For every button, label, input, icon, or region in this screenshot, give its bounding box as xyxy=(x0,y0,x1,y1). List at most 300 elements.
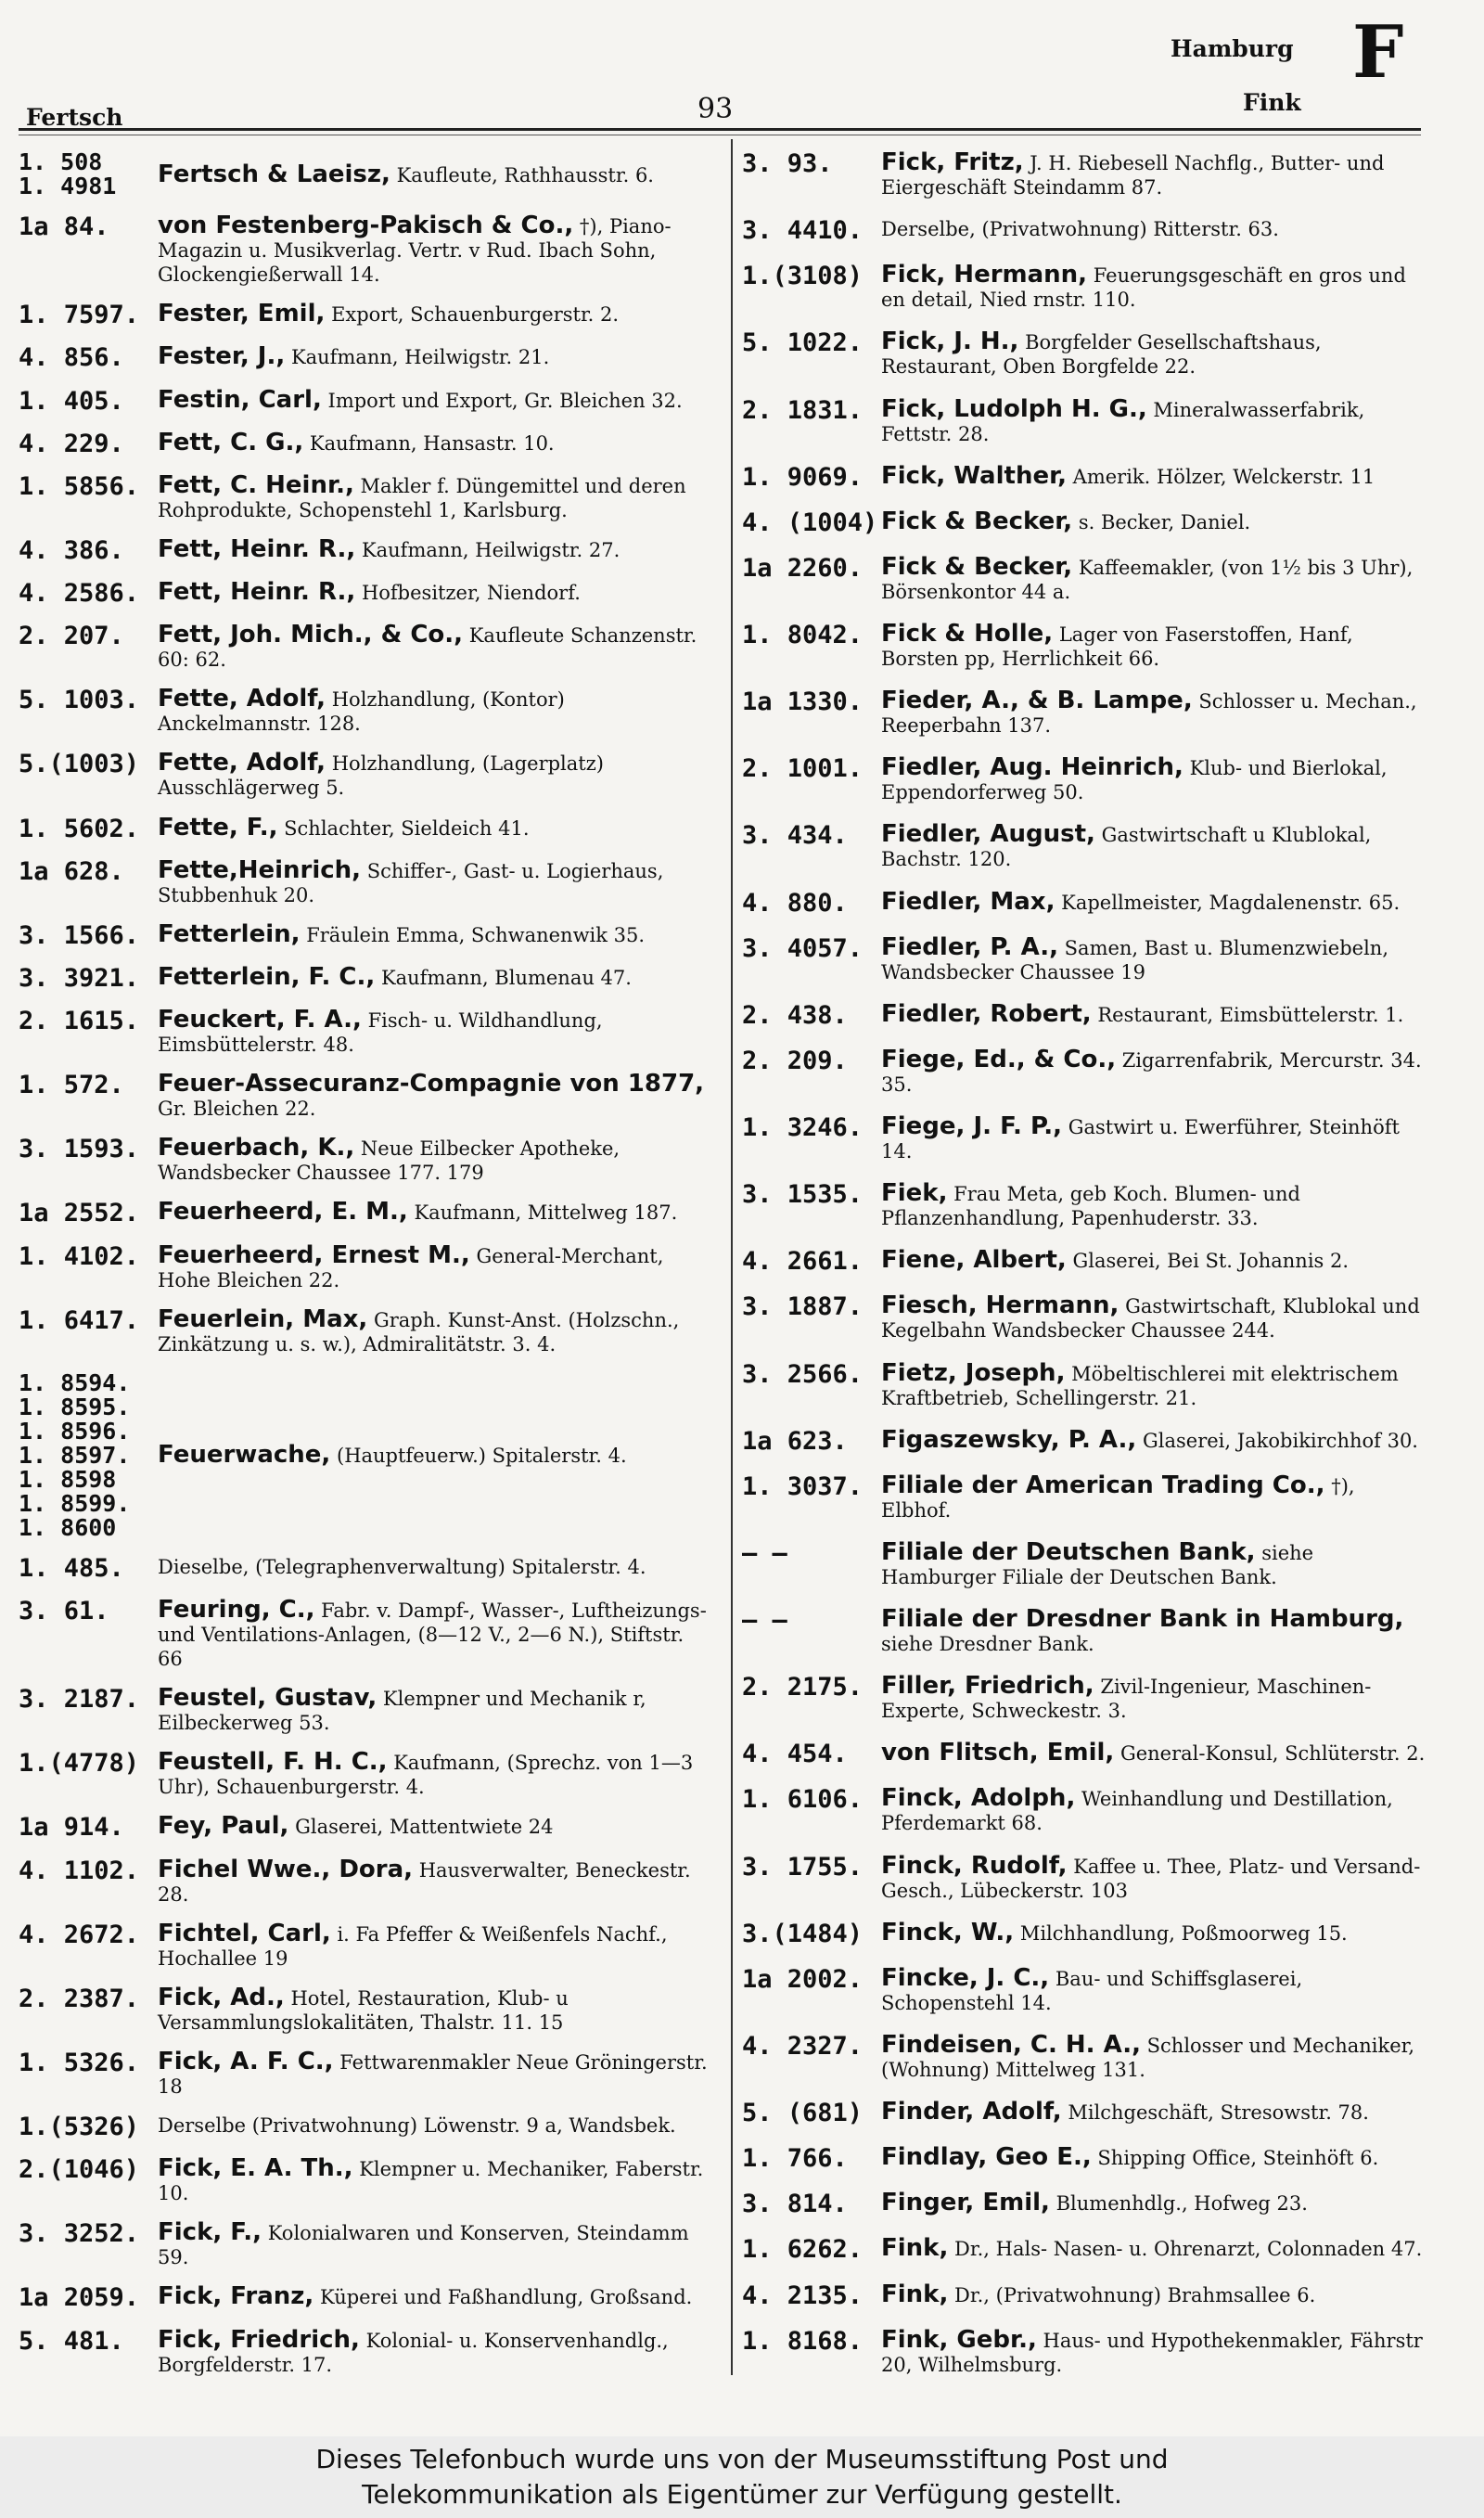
directory-entry xyxy=(742,1607,1428,1656)
entry-details: Schlosser und Mechaniker, (Wohnung) Mittelweg 131. xyxy=(881,2034,1415,2081)
entry-name: Fick & Becker, xyxy=(881,507,1073,535)
header-left-keyword: Fertsch xyxy=(26,104,123,131)
phone-number: 2. 2175. xyxy=(742,1673,864,1702)
entry-body xyxy=(158,623,714,672)
entry-details: Fettwarenmakler Neue Gröningerstr. 18 xyxy=(158,2050,708,2098)
directory-entry xyxy=(742,688,1428,738)
entry-body xyxy=(881,1114,1428,1163)
phone-number: 1. 5326. xyxy=(19,2048,140,2077)
phone-number: 3. 3252. xyxy=(19,2219,140,2249)
phone-number: 1. 7597. xyxy=(19,301,140,330)
phone-number: 1.(3108) xyxy=(742,262,864,291)
directory-entry xyxy=(742,1741,1428,1768)
directory-entry xyxy=(19,150,714,199)
phone-number: 3. 1535. xyxy=(742,1180,864,1210)
footer-line-2: Telekommunikation als Eigentümer zur Verfügung gestellt. xyxy=(362,2479,1122,2510)
entry-body xyxy=(881,932,1428,984)
directory-entry xyxy=(19,1240,714,1292)
directory-entry xyxy=(19,855,714,907)
phone-number: 2. 207. xyxy=(19,622,124,651)
phone-number: 1. 5602. xyxy=(19,814,140,843)
entry-details: siehe Hamburger Filiale der Deutschen Bank. xyxy=(881,1541,1314,1588)
phone-number: 3. 93. xyxy=(742,149,833,178)
entry-name: Fester, J., xyxy=(158,342,286,371)
phone-number: — — xyxy=(742,1606,787,1635)
entry-body xyxy=(158,962,714,991)
entry-name: Fey, Paul, xyxy=(158,1812,289,1841)
directory-entry xyxy=(742,1537,1428,1589)
entry-body xyxy=(881,755,1428,804)
phone-number: 3. 4057. xyxy=(742,933,864,963)
header-right-keyword: Fink xyxy=(1243,89,1301,116)
directory-entry xyxy=(742,461,1428,492)
entry-details: Derselbe (Privatwohnung) Löwenstr. 9 a, Wandsbek. xyxy=(158,2114,676,2137)
directory-entry xyxy=(19,1814,714,1842)
directory-entry xyxy=(742,1963,1428,2015)
phone-number: 1. 8595. xyxy=(19,1393,131,1420)
entry-details: Holzhandlung, (Kontor) Anckelmannstr. 128. xyxy=(158,688,565,736)
phone-number: 1. 3246. xyxy=(742,1113,864,1142)
directory-entry xyxy=(742,1248,1428,1276)
phone-number: 1. 8597. xyxy=(19,1441,131,1469)
phone-number: 1. 508 xyxy=(19,148,103,175)
phone-number: 5. 481. xyxy=(19,2326,124,2356)
entry-name: Feuerbach, K., xyxy=(158,1134,355,1163)
phone-number: 5. (681) xyxy=(742,2099,864,2127)
entry-body xyxy=(881,2236,1428,2261)
phone-number: 3. 814. xyxy=(742,2190,848,2219)
entry-body xyxy=(158,1008,714,1057)
entry-details: Fabr. v. Dampf-, Wasser-, Luftheizungs- und Ventilations-Anlagen, (8—12 V., 2—6 N.), Stiftstr. 66 xyxy=(158,1599,707,1670)
directory-entry xyxy=(742,2145,1428,2173)
phone-number: 1. 8598 xyxy=(19,1465,117,1493)
entry-body xyxy=(881,2282,1428,2307)
phone-number: 1a 623. xyxy=(742,1426,848,1456)
directory-entry xyxy=(742,999,1428,1030)
phone-number-group xyxy=(19,150,158,199)
entry-body xyxy=(158,1921,714,1971)
entry-details: Amerik. Hölzer, Welckerstr. 11 xyxy=(1072,465,1375,488)
directory-entry xyxy=(742,509,1428,537)
directory-entry xyxy=(19,344,714,372)
entry-name: Fick, Ludolph H. G., xyxy=(881,394,1147,423)
phone-number: 4. 2661. xyxy=(742,1247,864,1277)
entry-details: Makler f. Düngemittel und deren Rohprodukte, Schopenstehl 1, Karlsburg. xyxy=(158,474,686,521)
entry-details: Kolonialwaren und Konserven, Steindamm 59. xyxy=(158,2222,689,2269)
entry-name: Fick, Franz, xyxy=(158,2282,314,2311)
entry-body xyxy=(158,919,714,948)
entry-details: Gr. Bleichen 22. xyxy=(158,1098,316,1121)
footer-notice xyxy=(0,2436,1484,2518)
entry-details: Glaserei, Jakobikirchhof 30. xyxy=(1142,1429,1418,1452)
entry-name: Finck, Rudolf, xyxy=(881,1851,1068,1880)
entry-body xyxy=(158,1072,714,1121)
directory-entry xyxy=(19,1857,714,1907)
entry-name: Feuckert, F. A., xyxy=(158,1006,362,1034)
phone-number: 2. 1615. xyxy=(19,1007,140,1035)
section-letter: F xyxy=(1352,10,1404,95)
entry-body xyxy=(881,552,1428,604)
phone-number: 1. 8596. xyxy=(19,1417,131,1445)
entry-name: Fetterlein, F. C., xyxy=(158,962,376,991)
entry-name: Fick, Friedrich, xyxy=(158,2325,360,2354)
directory-entry xyxy=(742,1047,1428,1097)
entry-body xyxy=(158,1750,714,1799)
entry-name: Fick, E. A. Th., xyxy=(158,2154,353,2183)
phone-number: 4. 1102. xyxy=(19,1856,140,1885)
phone-number: 1. 766. xyxy=(742,2144,848,2174)
entry-body xyxy=(881,2190,1428,2216)
directory-entry xyxy=(742,1358,1428,1410)
entry-name: Fett, Heinr. R., xyxy=(158,534,356,563)
phone-number: 2.(1046) xyxy=(19,2155,140,2185)
entry-name: Finder, Adolf, xyxy=(881,2098,1062,2126)
entry-body xyxy=(881,2325,1428,2377)
entry-details: Dr., Hals- Nasen- u. Ohrenarzt, Colonnaden 47. xyxy=(954,2238,1423,2261)
entry-body xyxy=(881,329,1428,379)
entry-body xyxy=(881,887,1428,916)
entry-name: Feustell, F. H. C., xyxy=(158,1748,388,1777)
entry-details: Export, Schauenburgerstr. 2. xyxy=(331,303,620,327)
phone-number: 1a 84. xyxy=(19,212,109,242)
phone-number: 3. 61. xyxy=(19,1597,109,1625)
phone-number: 5. 1003. xyxy=(19,686,140,715)
entry-body xyxy=(158,162,714,187)
entry-name: Fink, xyxy=(881,2280,949,2308)
entry-name: Fertsch & Laeisz, xyxy=(158,160,390,188)
header-rule xyxy=(19,128,1421,131)
entry-name: Figaszewsky, P. A., xyxy=(881,1425,1137,1454)
phone-number: 3. 1755. xyxy=(742,1852,864,1882)
entry-name: Fick, F., xyxy=(158,2218,262,2247)
entry-body xyxy=(158,1555,714,1579)
directory-entry xyxy=(742,263,1428,312)
phone-number: 3. 3921. xyxy=(19,963,140,993)
entry-body xyxy=(158,855,714,907)
directory-entry xyxy=(742,1786,1428,1835)
entry-body xyxy=(881,1674,1428,1723)
entry-name: von Festenberg-Pakisch & Co., xyxy=(158,212,574,240)
phone-number: 1a 2260. xyxy=(742,553,864,583)
entry-name: Filler, Friedrich, xyxy=(881,1672,1094,1701)
entry-body xyxy=(881,1918,1428,1946)
entry-details: Glaserei, Mattentwiete 24 xyxy=(295,1816,554,1839)
entry-body xyxy=(881,1425,1428,1454)
directory-entry xyxy=(19,813,714,843)
phone-number: 1. 8168. xyxy=(742,2326,864,2356)
directory-entry xyxy=(742,2282,1428,2310)
phone-number: 1. 405. xyxy=(19,386,124,416)
entry-body xyxy=(158,1200,714,1225)
directory-entry xyxy=(742,1473,1428,1522)
phone-number: 4. 2135. xyxy=(742,2280,864,2310)
entry-body xyxy=(881,1537,1428,1589)
entry-details: Schlosser u. Mechan., Reeperbahn 137. xyxy=(881,690,1417,738)
entry-body xyxy=(158,302,714,327)
entry-name: Fett, C. Heinr., xyxy=(158,470,354,499)
entry-name: Fette,Heinrich, xyxy=(158,855,362,884)
entry-body xyxy=(158,534,714,563)
entry-details: Derselbe, (Privatwohnung) Ritterstr. 63. xyxy=(881,218,1279,241)
entry-name: Feuer-Assecuranz-Compagnie von 1877, xyxy=(158,1070,705,1098)
directory-entry xyxy=(19,213,714,287)
entry-details: Kaufmann, Mittelweg 187. xyxy=(414,1201,678,1225)
entry-name: Fick, Hermann, xyxy=(881,261,1088,289)
entry-name: Feuring, C., xyxy=(158,1596,315,1624)
phone-number: 5. 1022. xyxy=(742,328,864,358)
entry-name: Festin, Carl, xyxy=(158,385,322,414)
entry-details: Mineralwasserfabrik, Fettstr. 28. xyxy=(881,398,1365,445)
directory-entry xyxy=(742,217,1428,245)
entry-body xyxy=(881,2030,1428,2082)
entry-details: Zivil-Ingenieur, Maschinen-Experte, Schweckestr. 3. xyxy=(881,1676,1372,1723)
entry-name: Finger, Emil, xyxy=(881,2189,1050,2217)
directory-entry xyxy=(19,2113,714,2141)
directory-entry xyxy=(19,2049,714,2099)
entry-name: Fiedler, Aug. Heinrich, xyxy=(881,753,1183,782)
directory-entry xyxy=(742,552,1428,604)
entry-name: Fette, Adolf, xyxy=(158,749,326,777)
entry-details: Bau- und Schiffsglaserei, Schopenstehl 14. xyxy=(881,1967,1303,2014)
left-column xyxy=(19,150,714,2377)
entry-body xyxy=(881,688,1428,738)
entry-body xyxy=(158,2284,714,2309)
entry-name: Filiale der Dresdner Bank in Hamburg, xyxy=(881,1605,1404,1633)
entry-body xyxy=(881,509,1428,534)
phone-number: 1. 485. xyxy=(19,1553,124,1583)
entry-body xyxy=(158,1598,714,1671)
header-city: Hamburg xyxy=(1171,35,1294,62)
entry-name: Fester, Emil, xyxy=(158,300,326,328)
entry-body xyxy=(158,2325,714,2377)
entry-details: (Hauptfeuerw.) Spitalerstr. 4. xyxy=(337,1445,627,1468)
phone-number: 1a 2059. xyxy=(19,2283,140,2313)
entry-details: Hotel, Restauration, Klub- u Versammlungslokalitäten, Thalstr. 11. 15 xyxy=(158,1986,569,2034)
directory-entry xyxy=(19,430,714,458)
entry-body xyxy=(158,1814,714,1839)
entry-body xyxy=(881,1741,1428,1766)
phone-number: 4. 856. xyxy=(19,343,124,373)
entry-body xyxy=(881,2145,1428,2170)
entry-body xyxy=(158,213,714,287)
entry-details: Restaurant, Eimsbüttelerstr. 1. xyxy=(1097,1003,1404,1026)
directory-entry xyxy=(742,887,1428,918)
entry-name: Feustel, Gustav, xyxy=(158,1684,377,1713)
entry-details: General-Merchant, Hohe Bleichen 22. xyxy=(158,1244,664,1291)
entry-body xyxy=(881,1607,1428,1656)
entry-details: siehe Dresdner Bank. xyxy=(881,1633,1094,1655)
entry-details: Lager von Faserstoffen, Hanf, Borsten pp, Herrlichkeit 66. xyxy=(881,623,1353,670)
entry-details: Frau Meta, geb Koch. Blumen- und Pflanzenhandlung, Papenhuderstr. 33. xyxy=(881,1183,1300,1230)
directory-entry xyxy=(742,755,1428,804)
phone-number: 3. 4410. xyxy=(742,216,864,246)
phone-number: 5.(1003) xyxy=(19,750,140,779)
entry-details: Shipping Office, Steinhöft 6. xyxy=(1097,2147,1379,2170)
directory-entry xyxy=(742,2236,1428,2264)
directory-entry xyxy=(742,394,1428,446)
entry-body xyxy=(158,344,714,369)
directory-entry xyxy=(742,1851,1428,1903)
entry-body xyxy=(881,394,1428,446)
phone-number: 1a 2002. xyxy=(742,1964,864,1994)
entry-details: Schlachter, Sieldeich 41. xyxy=(284,816,530,840)
entry-name: Fick, Ad., xyxy=(158,1983,285,2011)
phone-number: 2. 2387. xyxy=(19,1984,140,2013)
phone-number: 1.(4778) xyxy=(19,1749,140,1779)
entry-details: Kaufleute Schanzenstr. 60: 62. xyxy=(158,624,697,672)
entry-details: Hofbesitzer, Niendorf. xyxy=(361,582,581,604)
directory-entry xyxy=(19,1555,714,1583)
entry-name: Fick, Walther, xyxy=(881,461,1067,490)
entry-details: †), Elbhof. xyxy=(881,1474,1355,1522)
directory-entry xyxy=(19,1072,714,1121)
directory-entry xyxy=(19,385,714,416)
directory-entry xyxy=(19,2156,714,2205)
entry-details: Zigarrenfabrik, Mercurstr. 34. 35. xyxy=(881,1048,1422,1096)
entry-body xyxy=(881,2100,1428,2125)
entry-details: Schiffer-, Gast- u. Logierhaus, Stubbenhuk 20. xyxy=(158,859,664,906)
entry-name: Fett, C. G., xyxy=(158,428,304,456)
entry-body xyxy=(881,1358,1428,1410)
entry-details: Graph. Kunst-Anst. (Holzschn., Zinkätzung u. s. w.), Admiralitätstr. 3. 4. xyxy=(158,1308,680,1355)
directory-entry xyxy=(742,150,1428,199)
directory-entry xyxy=(742,1114,1428,1163)
phone-number: 3. 434. xyxy=(742,821,848,851)
entry-name: Fette, F., xyxy=(158,813,278,841)
phone-number: 3. 2187. xyxy=(19,1685,140,1715)
directory-entry xyxy=(742,2190,1428,2218)
directory-entry xyxy=(19,1921,714,1971)
entry-details: Import und Export, Gr. Bleichen 32. xyxy=(327,389,683,412)
entry-body xyxy=(881,217,1428,241)
entry-body xyxy=(158,751,714,800)
entry-details: Weinhandlung und Destillation, Pferdemarkt 68. xyxy=(881,1788,1393,1835)
directory-entry xyxy=(19,687,714,736)
directory-entry xyxy=(742,1425,1428,1456)
entry-details: Kaufmann, (Sprechz. von 1—3 Uhr), Schauenburgerstr. 4. xyxy=(158,1752,694,1799)
phone-number: 4. 386. xyxy=(19,535,124,565)
entry-body xyxy=(158,385,714,414)
entry-body xyxy=(881,150,1428,199)
entry-details: Fräulein Emma, Schwanenwik 35. xyxy=(306,923,646,946)
phone-number: 1. 6417. xyxy=(19,1305,140,1335)
entry-body xyxy=(158,1686,714,1735)
phone-number: 2. 1001. xyxy=(742,754,864,784)
phone-number: 4. 2327. xyxy=(742,2031,864,2061)
entry-body xyxy=(881,461,1428,490)
phone-number: 3. 1593. xyxy=(19,1135,140,1164)
entry-body xyxy=(158,430,714,456)
directory-entry xyxy=(19,1200,714,1227)
entry-details: Blumenhdlg., Hofweg 23. xyxy=(1055,2192,1308,2216)
entry-details: Klub- und Bierlokal, Eppendorferweg 50. xyxy=(881,757,1388,804)
entry-details: Kaffee u. Thee, Platz- und Versand-Gesch., Lübeckerstr. 103 xyxy=(881,1855,1421,1902)
entry-name: Fick, Fritz, xyxy=(881,148,1024,176)
phone-number: 4. 2586. xyxy=(19,579,140,608)
entry-details: Gastwirtschaft u Klublokal, Bachstr. 120. xyxy=(881,824,1372,871)
entry-body xyxy=(158,2049,714,2099)
directory-entry xyxy=(19,1368,714,1541)
entry-body xyxy=(158,813,714,841)
phone-number: 4. 229. xyxy=(19,429,124,458)
entry-details: Gastwirtschaft, Klublokal und Kegelbahn Wandsbecker Chaussee 244. xyxy=(881,1295,1420,1343)
entry-body xyxy=(881,1851,1428,1903)
phone-number: 1a 2552. xyxy=(19,1199,140,1228)
entry-name: Feuerwache, xyxy=(158,1441,331,1470)
entry-details: General-Konsul, Schlüterstr. 2. xyxy=(1119,1742,1426,1766)
phone-number: 4. 880. xyxy=(742,888,848,918)
entry-name: Fietz, Joseph, xyxy=(881,1358,1066,1387)
directory-entry xyxy=(742,932,1428,984)
entry-name: Feuerlein, Max, xyxy=(158,1304,368,1333)
entry-body xyxy=(881,999,1428,1028)
directory-entry xyxy=(19,623,714,672)
phone-number: 1. 4102. xyxy=(19,1241,140,1271)
directory-entry xyxy=(742,329,1428,379)
directory-entry xyxy=(19,1008,714,1057)
entry-details: Kolonial- u. Konservenhandlg., Borgfelderstr. 17. xyxy=(158,2329,669,2376)
entry-details: Fisch- u. Wildhandlung, Eimsbüttelerstr. 48. xyxy=(158,1009,603,1056)
entry-details: Klempner und Mechanik r, Eilbeckerweg 53. xyxy=(158,1688,646,1735)
phone-number: 2. 209. xyxy=(742,1046,848,1075)
entry-details: Kaufmann, Blumenau 47. xyxy=(380,966,632,989)
entry-body xyxy=(881,622,1428,671)
directory-entry xyxy=(19,2284,714,2312)
directory-entry xyxy=(742,822,1428,871)
directory-entry xyxy=(19,1686,714,1735)
entry-body xyxy=(158,1443,714,1468)
entry-name: Fick, A. F. C., xyxy=(158,2047,334,2075)
entry-body xyxy=(881,1047,1428,1097)
phone-number: 1. 8599. xyxy=(19,1489,131,1517)
entry-name: Fiege, Ed., & Co., xyxy=(881,1045,1117,1073)
directory-entry xyxy=(19,1985,714,2035)
entry-name: Fett, Joh. Mich., & Co., xyxy=(158,621,464,649)
entry-body xyxy=(158,1857,714,1907)
entry-details: Hausverwalter, Beneckestr. 28. xyxy=(158,1858,691,1906)
entry-details: s. Becker, Daniel. xyxy=(1078,510,1251,533)
entry-name: Fiesch, Hermann, xyxy=(881,1291,1119,1320)
entry-details: Feuerungsgeschäft en gros und en detail, Nied rnstr. 110. xyxy=(881,264,1406,312)
entry-details: Dr., (Privatwohnung) Brahmsallee 6. xyxy=(954,2283,1316,2306)
directory-entry xyxy=(742,2100,1428,2127)
entry-body xyxy=(881,1293,1428,1343)
entry-body xyxy=(881,1181,1428,1230)
entry-details: Glaserei, Bei St. Johannis 2. xyxy=(1072,1250,1350,1273)
entry-body xyxy=(158,2156,714,2205)
entry-name: Fichtel, Carl, xyxy=(158,1919,331,1947)
entry-details: Kapellmeister, Magdalenenstr. 65. xyxy=(1061,891,1401,914)
phone-number: 1a 628. xyxy=(19,856,124,886)
entry-name: Fick & Becker, xyxy=(881,552,1073,581)
entry-name: von Flitsch, Emil, xyxy=(881,1739,1115,1767)
directory-entry xyxy=(742,1674,1428,1723)
phone-number: 4. (1004) xyxy=(742,507,878,537)
entry-name: Filiale der Deutschen Bank, xyxy=(881,1537,1256,1566)
entry-body xyxy=(881,822,1428,871)
entry-body xyxy=(158,1304,714,1356)
entry-body xyxy=(158,1240,714,1292)
phone-number: 4. 454. xyxy=(742,1740,848,1769)
entry-details: Klempner u. Mechaniker, Faberstr. 10. xyxy=(158,2158,704,2205)
entry-name: Fick & Holle, xyxy=(881,620,1054,648)
entry-details: Samen, Bast u. Blumenzwiebeln, Wandsbecker Chaussee 19 xyxy=(881,936,1389,983)
directory-entry xyxy=(19,1136,714,1185)
entry-name: Fiedler, P. A., xyxy=(881,932,1058,961)
entry-name: Fink, xyxy=(881,2234,949,2263)
entry-details: J. H. Riebesell Nachflg., Butter- und Eiergeschäft Steindamm 87. xyxy=(881,152,1385,199)
entry-name: Feuerheerd, E. M., xyxy=(158,1198,408,1227)
